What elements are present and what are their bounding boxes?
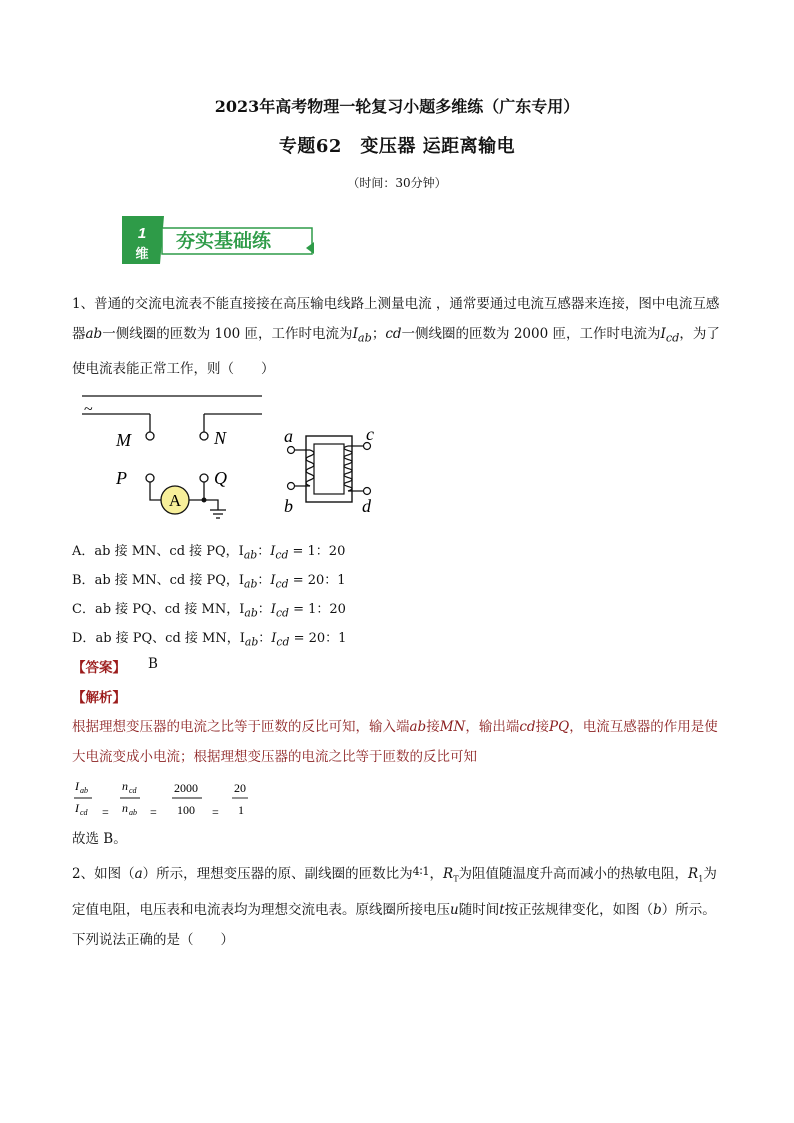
svg-text:n: n <box>122 801 128 815</box>
document-title: 2023年高考物理一轮复习小题多维练（广东专用） <box>214 97 580 116</box>
svg-text:=: = <box>150 805 157 819</box>
ratio-formula <box>72 776 272 822</box>
conclusion: 故选 B。 <box>72 831 127 847</box>
terminal-b <box>288 483 295 490</box>
choice-d[interactable]: D．ab 接 PQ、cd 接 MN，$I_{ab}$：$I_{cd} = 20$：1 <box>72 631 347 649</box>
terminal-Q <box>200 474 208 482</box>
label-M: M <box>116 430 131 450</box>
question-1-figure <box>72 384 392 524</box>
badge-suffix: 维 <box>135 247 149 262</box>
svg-text:n: n <box>122 779 128 793</box>
svg-text:1: 1 <box>238 803 244 817</box>
svg-text:=: = <box>102 805 109 819</box>
label-a: a <box>284 426 293 446</box>
terminal-P <box>146 474 154 482</box>
terminal-a <box>288 447 295 454</box>
svg-text:I: I <box>75 779 79 793</box>
topic-title: 专题62 变压器 运距离输电 <box>278 136 516 157</box>
label-P: P <box>116 468 127 488</box>
svg-text:100: 100 <box>177 803 195 817</box>
choice-a[interactable]: A．ab 接 MN、cd 接 PQ，$I_{ab}$：$I_{cd} = 1$：20 <box>72 544 346 562</box>
label-d: d <box>362 496 371 516</box>
answer-label: 【答案】 <box>72 660 126 676</box>
svg-text:2000: 2000 <box>174 781 198 795</box>
answer-value: B <box>148 656 158 672</box>
wire-P <box>150 482 161 500</box>
time-note: （时间：30分钟） <box>347 176 447 190</box>
label-c: c <box>366 424 374 444</box>
section-badge <box>120 214 316 266</box>
question-1-stem: 1、普通的交流电流表不能直接接在高压输电线路上测量电流 ，通常要通过电流互感器来连接，图中电流互感器ab一侧线圈的匝数为 100 匝，工作时电流为$I_{ab}$；cd一侧线圈的匝数为 2000 匝，工作时电流为$I_{cd}$，为了使电流表能正常工作，则（ ） <box>72 296 720 377</box>
label-b: b <box>284 496 293 516</box>
svg-text:cd: cd <box>80 808 88 817</box>
choice-b[interactable]: B．ab 接 MN、cd 接 PQ，$I_{ab}$：$I_{cd} = 20$：1 <box>72 573 346 591</box>
ammeter-label: A <box>168 491 182 510</box>
label-N: N <box>214 428 227 448</box>
question-2-stem: 2、如图（a）所示，理想变压器的原、副线圈的匝数比为$^{4∶1}$，$R_T$为阻值随温度升高而减小的热敏电阻，$R_1$为定值电阻，电压表和电流表均为理想交流电表。原线圈所接电压u随时间t按正弦规律变化，如图（b）所示。下列说法正确的是（ ） <box>72 865 717 948</box>
ac-tilde: ~ <box>84 401 93 418</box>
terminal-M <box>146 432 154 440</box>
svg-text:20: 20 <box>234 781 246 795</box>
svg-text:ab: ab <box>129 808 137 817</box>
svg-text:=: = <box>212 805 219 819</box>
badge-number: 1 <box>137 225 147 242</box>
analysis-text: 根据理想变压器的电流之比等于匝数的反比可知，输入端ab接MN，输出端cd接PQ，电流互感器的作用是使大电流变成小电流；根据理想变压器的电流之比等于匝数的反比可知 <box>72 719 718 765</box>
svg-text:cd: cd <box>129 786 137 795</box>
terminal-N <box>200 432 208 440</box>
svg-text:ab: ab <box>80 786 88 795</box>
transformer-core-inner <box>314 444 344 494</box>
choice-c[interactable]: C．ab 接 PQ、cd 接 MN，$I_{ab}$：$I_{cd} = 1$：20 <box>72 602 346 620</box>
label-Q: Q <box>214 468 227 488</box>
wire-ground <box>204 500 218 510</box>
svg-text:I: I <box>75 801 79 815</box>
terminal-d <box>364 488 371 495</box>
badge-label: 夯实基础练 <box>176 230 272 252</box>
analysis-label: 【解析】 <box>72 690 126 706</box>
wire-Q <box>189 482 204 500</box>
